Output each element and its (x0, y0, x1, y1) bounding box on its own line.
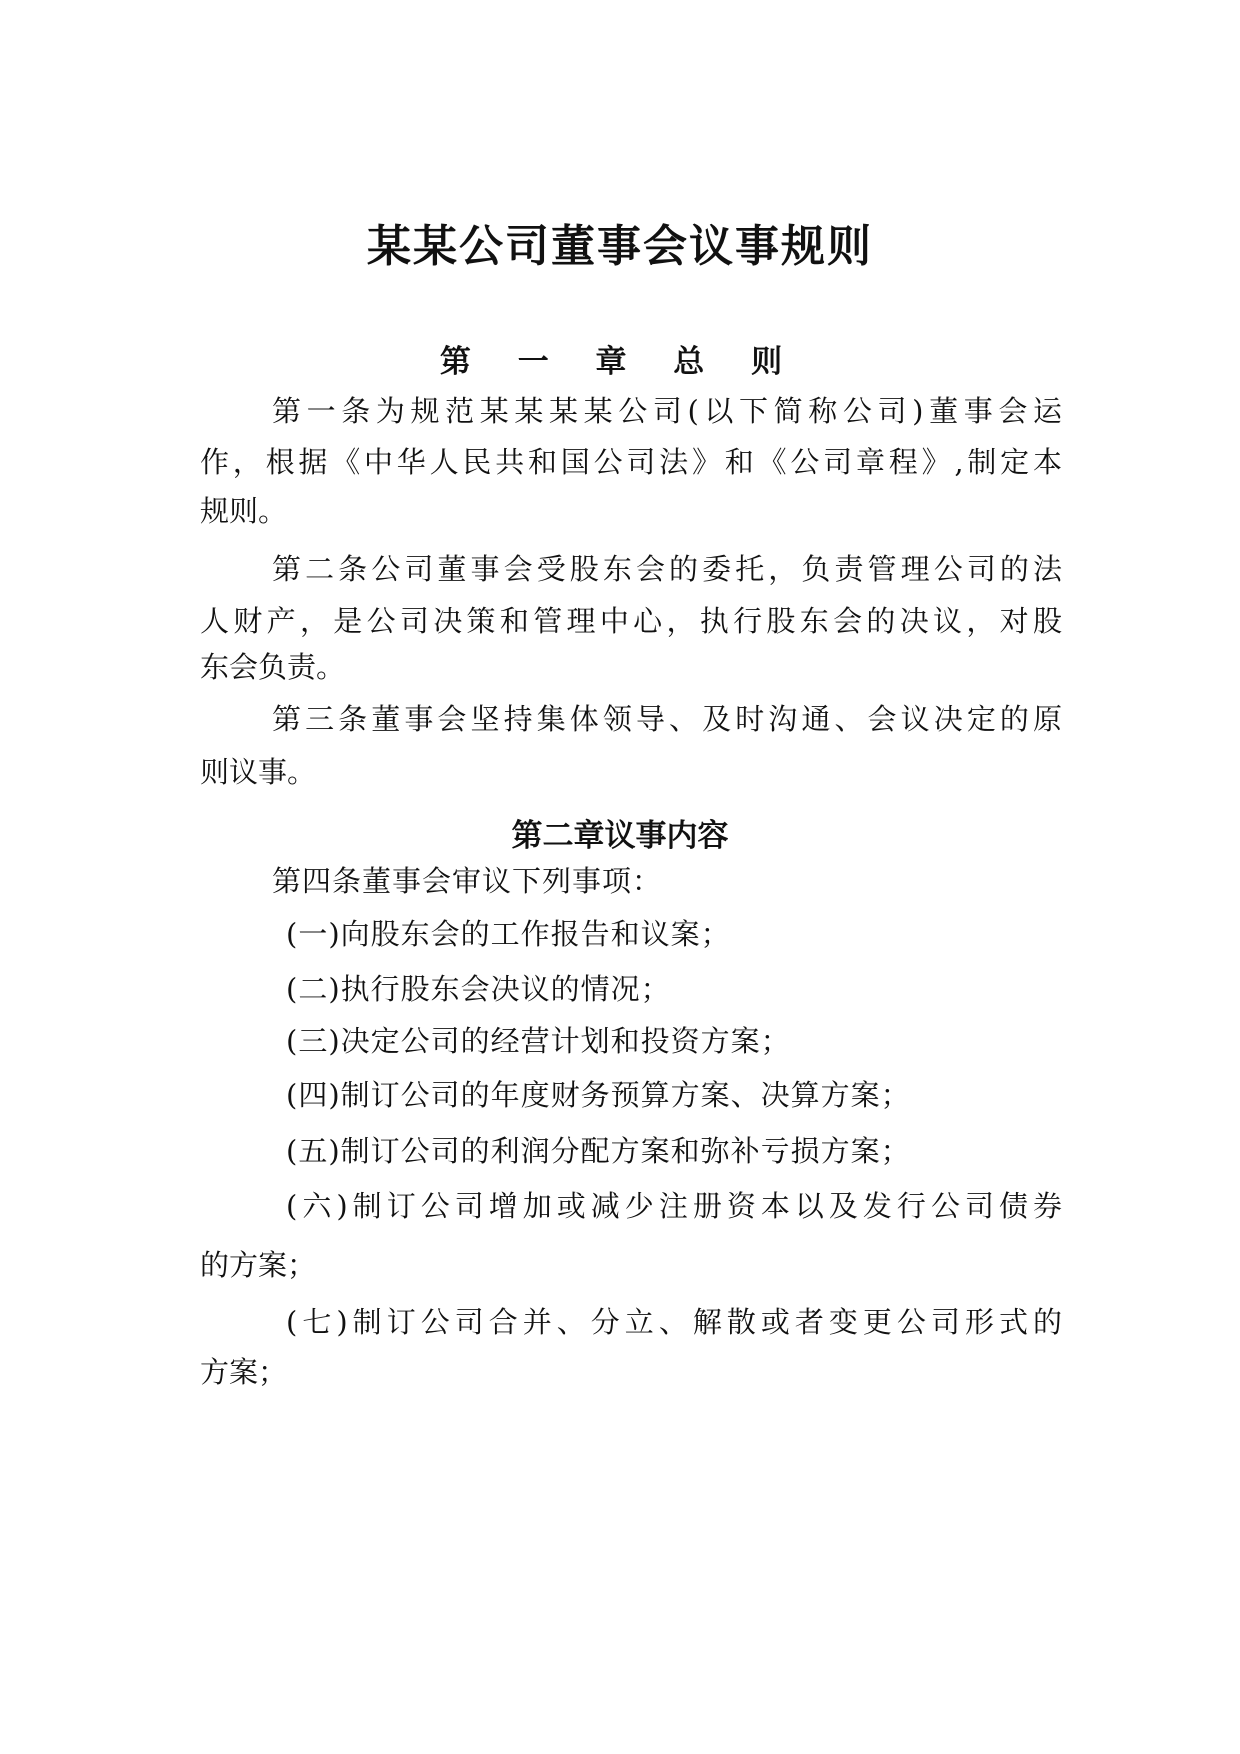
article-4-intro: 第四条董事会审议下列事项： (272, 864, 663, 898)
article-2-line-1: 第二条公司董事会受股东会的委托，负责管理公司的法 (272, 552, 1062, 586)
item-5: (五)制订公司的利润分配方案和弥补亏损方案； (286, 1134, 911, 1168)
document-title: 某某公司董事会议事规则 (367, 221, 873, 272)
article-2-line-3: 东会负责。 (200, 650, 346, 684)
item-2: (二)执行股东会决议的情况； (286, 972, 671, 1006)
article-2-line-2: 人财产，是公司决策和管理中心，执行股东会的决议，对股 (200, 604, 1062, 638)
article-1-line-3: 规则。 (200, 494, 288, 528)
article-1-line-1: 第一条为规范某某某某公司(以下简称公司)董事会运 (272, 394, 1062, 428)
article-3-line-2: 则议事。 (200, 755, 317, 789)
article-3-line-1: 第三条董事会坚持集体领导、及时沟通、会议决定的原 (272, 702, 1062, 736)
chapter-1-heading-text: 第 一 章 总 则 (439, 344, 801, 380)
item-1: (一)向股东会的工作报告和议案； (286, 917, 731, 951)
item-4: (四)制订公司的年度财务预算方案、决算方案； (286, 1078, 911, 1112)
item-7-line-1: (七)制订公司合并、分立、解散或者变更公司形式的 (286, 1305, 1062, 1339)
chapter-1-heading (0, 336, 1240, 381)
item-6-line-2: 的方案； (200, 1248, 317, 1282)
item-6-line-1: (六)制订公司增加或减少注册资本以及发行公司债券 (286, 1189, 1062, 1223)
chapter-2-heading: 第二章议事内容 (511, 818, 729, 854)
article-1-line-2: 作，根据《中华人民共和国公司法》和《公司章程》,制定本 (200, 445, 1062, 479)
item-3: (三)决定公司的经营计划和投资方案； (286, 1024, 791, 1058)
item-7-line-2: 方案； (200, 1355, 288, 1389)
